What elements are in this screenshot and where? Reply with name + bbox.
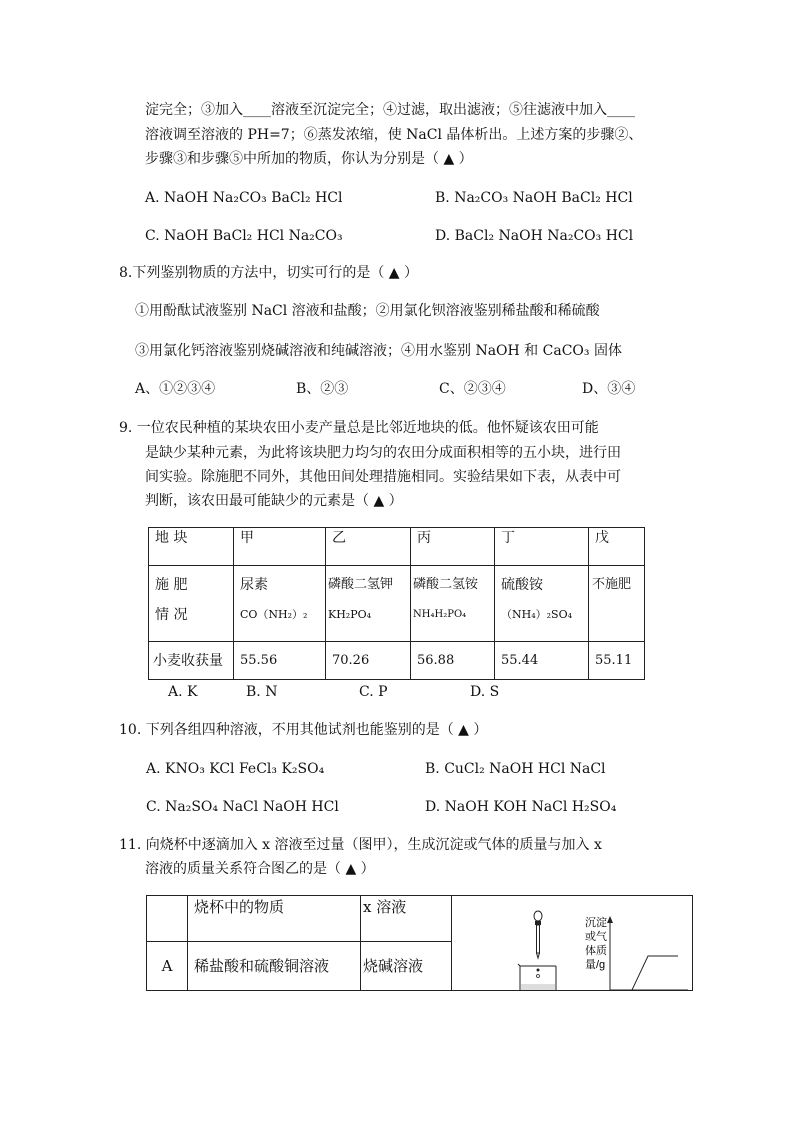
table-row-yield-label: 小麦收获量 (149, 642, 234, 680)
table-header-plot: 地 块 (149, 528, 234, 566)
q8-item1: ①用酚酞试液鉴别 NaCl 溶液和盐酸；②用氯化钡溶液鉴别稀盐酸和稀硫酸 (135, 303, 600, 319)
q10-option-c: C. Na₂SO₄ NaCl NaOH HCl (146, 799, 339, 815)
q9-line1: 9. 一位农民种植的某块农田小麦产量总是比邻近地块的低。他怀疑该农田可能 (119, 420, 599, 436)
graph-ylabel-4: 量/g (585, 959, 606, 971)
table-cell-bing-yield: 56.88 (411, 642, 495, 680)
graph-curve (632, 956, 678, 990)
q7-option-d: D. BaCl₂ NaOH Na₂CO₃ HCl (435, 228, 634, 244)
q7-option-c: C. NaOH BaCl₂ HCl Na₂CO₃ (145, 228, 343, 244)
cell-name: 磷酸二氢钾 (328, 577, 394, 592)
fertilizer-label-line1: 施 肥 (155, 577, 188, 593)
q11-figure (452, 896, 692, 990)
table-cell-wu-yield: 55.11 (589, 642, 645, 680)
table-cell-jia-fertilizer (234, 566, 326, 642)
table-cell-ding-yield: 55.44 (495, 642, 589, 680)
q9-option-b: B. N (246, 684, 278, 700)
q10-option-d: D. NaOH KOH NaCl H₂SO₄ (425, 799, 617, 815)
cell-formula: （NH₄）₂SO₄ (501, 608, 573, 621)
q9-option-c: C. P (359, 684, 388, 700)
table-cell-bing-fertilizer (411, 566, 495, 642)
q7-line3: 步骤③和步骤⑤中所加的物质，你认为分别是（ ▲ ） (145, 151, 473, 167)
cell-formula: CO（NH₂）₂ (240, 608, 308, 621)
q7-option-b: B. Na₂CO₃ NaOH BaCl₂ HCl (435, 190, 633, 206)
q7-option-a: A. NaOH Na₂CO₃ BaCl₂ HCl (145, 190, 343, 206)
table-cell-yi-fertilizer (326, 566, 411, 642)
q11-header-x: x 溶液 (361, 896, 452, 942)
table-cell-yi-yield: 70.26 (326, 642, 411, 680)
q9-option-a: A. K (168, 684, 198, 700)
table-header-jia: 甲 (234, 528, 326, 566)
q9-option-d: D. S (470, 684, 500, 700)
table-header-wu: 戊 (589, 528, 645, 566)
q9-line3: 间实验。除施肥不同外，其他田间处理措施相同。实验结果如下表，从表中可 (145, 469, 621, 485)
q8-option-b: B、②③ (296, 381, 349, 397)
q10-option-b: B. CuCl₂ NaOH HCl NaCl (425, 761, 606, 777)
dropper-icon (534, 911, 542, 958)
table-cell-wu-fertilizer (589, 566, 645, 642)
q11-header-beaker: 烧杯中的物质 (188, 896, 361, 942)
table-header-ding: 丁 (495, 528, 589, 566)
q11-figure-cell (452, 896, 693, 991)
beaker-icon (518, 964, 556, 990)
cell-formula: NH₄H₂PO₄ (413, 609, 467, 620)
q11-row-a-label: A (147, 942, 188, 991)
graph-axes (607, 916, 688, 990)
table-row-fertilizer-label (149, 566, 234, 642)
q8-option-a: A、①②③④ (135, 381, 216, 397)
q10-option-a: A. KNO₃ KCl FeCl₃ K₂SO₄ (146, 761, 325, 777)
q11-line1: 11. 向烧杯中逐滴加入 x 溶液至过量（图甲），生成沉淀或气体的质量与加入 x (119, 837, 602, 853)
q8-option-d: D、③④ (582, 381, 636, 397)
q7-line1: 淀完全；③加入____溶液至沉淀完全；④过滤，取出滤液；⑤往滤液中加入____ (145, 102, 635, 118)
cell-name: 硫酸铵 (501, 577, 543, 593)
graph-ylabel-3: 体质 (585, 945, 607, 957)
cell-name: 不施肥 (592, 577, 632, 592)
q9-line2: 是缺少某种元素，为此将该块肥力均匀的农田分成面积相等的五小块，进行田 (145, 445, 621, 461)
q9-fertilizer-table (148, 527, 645, 680)
cell-name: 尿素 (240, 577, 268, 593)
q11-line2: 溶液的质量关系符合图乙的是（ ▲ ） (145, 861, 375, 877)
q11-row-a-beaker: 稀盐酸和硫酸铜溶液 (188, 942, 361, 991)
table-header-yi: 乙 (326, 528, 411, 566)
table-cell-ding-fertilizer (495, 566, 589, 642)
q8-item2: ③用氯化钙溶液鉴别烧碱溶液和纯碱溶液；④用水鉴别 NaOH 和 CaCO₃ 固体 (135, 343, 622, 359)
fertilizer-label-line2: 情 况 (155, 607, 188, 623)
q9-line4: 判断，该农田最可能缺少的元素是（ ▲ ） (145, 493, 403, 509)
cell-name: 磷酸二氢铵 (413, 577, 479, 592)
q8-stem: 8.下列鉴别物质的方法中，切实可行的是（ ▲ ） (119, 265, 419, 281)
q11-row-a-x: 烧碱溶液 (361, 942, 452, 991)
table-header-bing: 丙 (411, 528, 495, 566)
q7-line2: 溶液调至溶液的 PH=7；⑥蒸发浓缩，使 NaCl 晶体析出。上述方案的步骤②、 (145, 127, 643, 143)
graph-ylabel-2: 或气 (585, 931, 607, 943)
q11-table (146, 895, 693, 991)
q10-stem: 10. 下列各组四种溶液，不用其他试剂也能鉴别的是（ ▲ ） (119, 722, 488, 738)
q11-table-corner (147, 896, 188, 942)
q8-option-c: C、②③④ (439, 381, 506, 397)
cell-formula: KH₂PO₄ (328, 608, 372, 621)
graph-ylabel-1: 沉淀 (585, 917, 607, 929)
table-cell-jia-yield: 55.56 (234, 642, 326, 680)
